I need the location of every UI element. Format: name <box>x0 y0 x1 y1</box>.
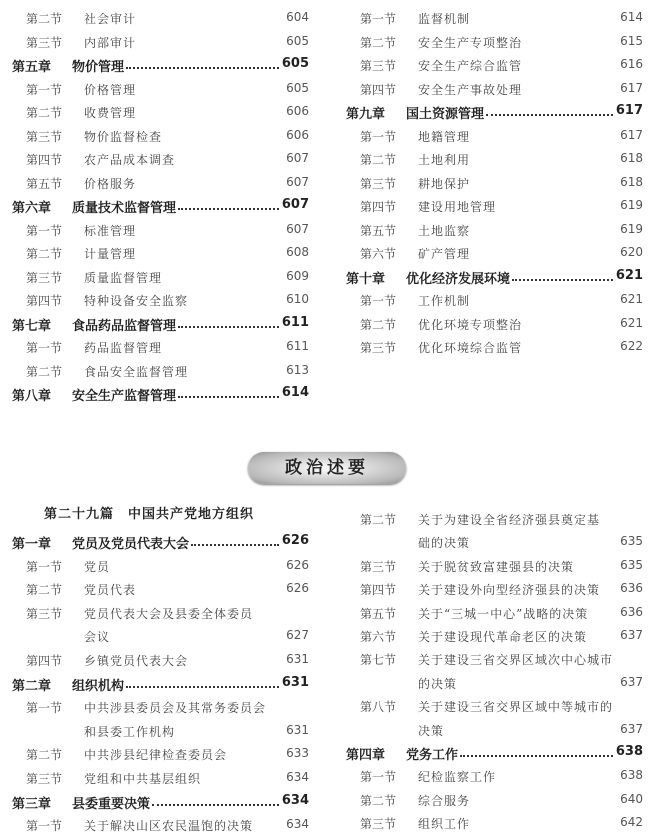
chapter-title: 国土资源管理 <box>406 107 485 122</box>
section-title: 综合服务 <box>418 793 471 808</box>
leader-dots <box>191 544 279 546</box>
section-title: 质量监督管理 <box>84 270 163 285</box>
chapter-number: 第二章 <box>12 678 52 694</box>
toc-section-entry[interactable] <box>12 32 309 52</box>
section-title: 建设用地管理 <box>418 200 497 214</box>
toc-section-entry[interactable] <box>12 603 309 623</box>
toc-section-continuation[interactable] <box>346 673 643 693</box>
section-number: 第七节 <box>360 653 397 668</box>
toc-section-entry[interactable] <box>346 8 643 28</box>
chapter-title: 党员及党员代表大会 <box>72 537 190 552</box>
page-number: 634 <box>286 770 309 784</box>
section-title: 党员代表大会及县委全体委员 <box>84 606 254 621</box>
leader-dots <box>512 279 613 281</box>
toc-section-entry[interactable] <box>346 314 643 334</box>
page-number: 605 <box>286 33 309 48</box>
toc-section-entry[interactable] <box>346 290 643 310</box>
toc-section-entry[interactable] <box>346 813 643 833</box>
section-number: 第一节 <box>360 12 397 26</box>
toc-chapter-entry[interactable] <box>346 102 643 122</box>
banner-title: 政治述要 <box>285 458 369 478</box>
page-number: 606 <box>286 127 309 142</box>
section-number: 第三节 <box>360 817 397 832</box>
chapter-title: 安全生产监督管理 <box>72 389 177 404</box>
section-number: 第三节 <box>360 341 397 355</box>
section-title: 土地监察 <box>418 223 471 238</box>
section-number: 第三节 <box>360 59 397 73</box>
page-number: 606 <box>286 104 309 118</box>
section-number: 第四节 <box>26 153 63 167</box>
chapter-title: 物价管理 <box>72 60 125 75</box>
toc-section-entry[interactable] <box>12 815 309 835</box>
section-title: 工作机制 <box>418 294 471 308</box>
section-number: 第二节 <box>26 247 63 261</box>
toc-section-entry[interactable] <box>12 267 309 287</box>
chapter-title: 县委重要决策 <box>72 796 151 812</box>
toc-section-entry[interactable] <box>346 196 643 216</box>
toc-section-entry[interactable] <box>346 220 643 240</box>
section-number: 第一节 <box>26 559 63 574</box>
section-title: 价格管理 <box>84 82 137 97</box>
section-title: 关于为建设全省经济强县奠定基 <box>418 513 601 527</box>
section-title: 关于解决山区农民温饱的决策 <box>84 819 254 834</box>
section-number: 第四节 <box>26 294 63 308</box>
section-title: 标准管理 <box>84 223 137 238</box>
section-title: 地籍管理 <box>418 129 471 144</box>
toc-section-entry[interactable] <box>12 290 309 310</box>
toc-chapter-entry[interactable] <box>12 55 309 75</box>
toc-section-continuation[interactable] <box>12 626 309 646</box>
section-number: 第六节 <box>360 247 397 261</box>
section-title: 药品监督管理 <box>84 341 163 355</box>
chapter-title: 组织机构 <box>72 678 125 694</box>
section-title: 关于脱贫致富建强县的决策 <box>418 559 575 574</box>
toc-section-entry[interactable] <box>346 603 643 623</box>
toc-section-entry[interactable] <box>12 579 309 599</box>
page-number: 607 <box>286 221 309 236</box>
toc-section-entry[interactable] <box>12 650 309 670</box>
toc-section-entry[interactable] <box>12 697 309 717</box>
toc-section-entry[interactable] <box>346 32 643 52</box>
section-title: 耕地保护 <box>418 176 471 191</box>
leader-dots <box>486 114 613 116</box>
toc-chapter-entry[interactable] <box>12 314 309 334</box>
section-title: 计量管理 <box>84 247 137 261</box>
section-number: 第一节 <box>26 341 63 355</box>
leader-dots <box>152 804 279 806</box>
leader-dots <box>126 686 279 688</box>
section-number: 第一节 <box>360 129 397 144</box>
toc-section-continuation[interactable] <box>346 532 643 552</box>
toc-section-entry[interactable] <box>12 79 309 99</box>
page-number: 618 <box>620 174 643 189</box>
chapter-number: 第四章 <box>346 748 386 763</box>
page-number: 640 <box>620 791 643 806</box>
page-number: 626 <box>286 557 309 572</box>
chapter-title: 食品药品监督管理 <box>72 318 177 334</box>
section-title: 中共涉县纪律检查委员会 <box>84 748 228 763</box>
section-title: 优化环境综合监管 <box>418 341 523 355</box>
page-number: 638 <box>615 744 643 759</box>
section-number: 第三节 <box>360 176 397 191</box>
chapter-number: 第六章 <box>12 201 52 216</box>
page-number: 617 <box>620 80 643 95</box>
section-number: 第八节 <box>360 700 397 715</box>
toc-section-entry[interactable] <box>346 337 643 357</box>
section-number: 第三节 <box>26 772 63 786</box>
section-number: 第一节 <box>360 770 397 785</box>
leader-dots <box>460 755 613 757</box>
page-number: 637 <box>620 674 643 689</box>
section-number: 第二节 <box>26 583 63 598</box>
section-title-continuation: 和县委工作机构 <box>84 724 176 739</box>
section-title: 矿产管理 <box>418 247 471 261</box>
chapter-title: 质量技术监督管理 <box>72 201 177 216</box>
toc-section-entry[interactable] <box>12 337 309 357</box>
toc-section-entry[interactable] <box>12 126 309 146</box>
section-number: 第三节 <box>26 270 63 285</box>
page-number: 604 <box>286 10 309 24</box>
toc-chapter-entry[interactable] <box>12 532 309 552</box>
page-number: 636 <box>620 604 643 619</box>
section-title: 党组和中共基层组织 <box>84 772 202 786</box>
section-title: 社会审计 <box>84 12 137 26</box>
section-number: 第二节 <box>360 317 397 332</box>
toc-chapter-entry[interactable] <box>346 743 643 763</box>
section-number: 第五节 <box>360 606 397 621</box>
page-number: 615 <box>620 33 643 48</box>
page-number: 611 <box>281 314 309 330</box>
section-number: 第二节 <box>360 35 397 50</box>
page-number: 608 <box>286 245 309 259</box>
section-title-continuation: 的决策 <box>418 676 458 691</box>
toc-section-entry[interactable] <box>346 649 643 669</box>
toc-section-entry[interactable] <box>346 556 643 576</box>
section-title-continuation: 决策 <box>418 723 445 738</box>
section-number: 第一节 <box>26 223 63 238</box>
page-number: 621 <box>620 315 643 330</box>
section-number: 第二节 <box>26 106 63 120</box>
section-number: 第四节 <box>26 654 63 668</box>
toc-section-entry[interactable] <box>346 790 643 810</box>
page-number: 621 <box>620 292 643 306</box>
chapter-title: 优化经济发展环境 <box>406 271 511 287</box>
page-number: 613 <box>286 362 309 377</box>
section-title: 关于建设现代革命老区的决策 <box>418 630 588 644</box>
toc-section-entry[interactable] <box>346 126 643 146</box>
page-number: 626 <box>286 581 309 596</box>
chapter-title: 党务工作 <box>406 748 459 763</box>
section-title: 优化环境专项整治 <box>418 317 523 332</box>
page-number: 610 <box>286 292 309 306</box>
toc-section-entry[interactable] <box>346 696 643 716</box>
page-number: 617 <box>620 127 643 142</box>
section-title: 党员代表 <box>84 583 137 598</box>
leader-dots <box>178 396 279 398</box>
section-number: 第一节 <box>26 819 63 834</box>
toc-chapter-entry[interactable] <box>12 196 309 216</box>
page-number: 619 <box>620 198 643 212</box>
chapter-number: 第一章 <box>12 537 52 552</box>
section-title: 内部审计 <box>84 35 137 50</box>
page-number: 614 <box>281 385 309 400</box>
section-number: 第五节 <box>26 176 63 191</box>
page-number: 605 <box>286 80 309 95</box>
section-title: 关于建设外向型经济强县的决策 <box>418 583 601 598</box>
page-number: 605 <box>281 56 309 71</box>
page-number: 609 <box>286 268 309 283</box>
toc-section-entry[interactable] <box>346 626 643 646</box>
section-number: 第三节 <box>360 559 397 574</box>
page-number: 636 <box>620 581 643 596</box>
section-title: 党员 <box>84 559 111 574</box>
section-number: 第四节 <box>360 200 397 214</box>
page-number: 626 <box>281 533 309 548</box>
toc-chapter-entry[interactable] <box>12 792 309 812</box>
section-title: 组织工作 <box>418 817 471 832</box>
section-title: 安全生产专项整治 <box>418 35 523 50</box>
page-number: 614 <box>620 10 643 24</box>
section-title: 关于建设三省交界区域次中心城市 <box>418 653 614 668</box>
toc-section-entry[interactable] <box>346 149 643 169</box>
page-number: 642 <box>620 815 643 830</box>
toc-section-entry[interactable] <box>12 173 309 193</box>
section-number: 第四节 <box>360 82 397 97</box>
toc-section-continuation[interactable] <box>12 721 309 741</box>
section-title: 乡镇党员代表大会 <box>84 654 189 668</box>
page-number: 607 <box>286 174 309 189</box>
toc-section-entry[interactable] <box>12 744 309 764</box>
toc-section-entry[interactable] <box>12 556 309 576</box>
section-banner <box>248 452 406 484</box>
section-number: 第三节 <box>26 35 63 50</box>
section-title: 中共涉县委员会及其常务委员会 <box>84 701 267 716</box>
toc-section-entry[interactable] <box>346 766 643 786</box>
page-number: 638 <box>620 768 643 783</box>
page-number: 631 <box>281 674 309 690</box>
section-number: 第五节 <box>360 223 397 238</box>
page-number: 611 <box>286 339 309 353</box>
page-number: 621 <box>615 267 643 283</box>
leader-dots <box>126 67 279 69</box>
page-number: 637 <box>620 628 643 642</box>
section-number: 第二节 <box>26 364 63 379</box>
section-number: 第六节 <box>360 630 397 644</box>
part-title: 第二十九篇 中国共产党地方组织 <box>44 507 255 522</box>
toc-section-entry[interactable] <box>12 768 309 788</box>
section-title: 安全生产事故处理 <box>418 82 523 97</box>
section-number: 第三节 <box>26 129 63 144</box>
toc-section-entry[interactable] <box>346 243 643 263</box>
page-number: 635 <box>620 534 643 549</box>
section-number: 第二节 <box>26 12 63 26</box>
toc-section-continuation[interactable] <box>346 720 643 740</box>
toc-chapter-entry[interactable] <box>12 674 309 694</box>
chapter-number: 第三章 <box>12 796 52 812</box>
section-title-continuation: 础的决策 <box>418 536 471 551</box>
toc-section-entry[interactable] <box>12 149 309 169</box>
page-number: 618 <box>620 151 643 165</box>
chapter-number: 第九章 <box>346 107 386 122</box>
section-title: 收费管理 <box>84 106 137 120</box>
section-title: 纪检监察工作 <box>418 770 497 785</box>
section-number: 第一节 <box>26 701 63 716</box>
page-number: 635 <box>620 557 643 572</box>
section-title: 价格服务 <box>84 176 137 191</box>
toc-section-entry[interactable] <box>12 361 309 381</box>
toc-section-entry[interactable] <box>12 102 309 122</box>
toc-section-entry[interactable] <box>346 579 643 599</box>
page-number: 631 <box>286 722 309 737</box>
section-title: 安全生产综合监管 <box>418 59 523 73</box>
section-number: 第二节 <box>360 153 397 167</box>
toc-section-entry[interactable] <box>346 173 643 193</box>
section-number: 第四节 <box>360 583 397 598</box>
leader-dots <box>178 208 279 210</box>
section-title: 土地利用 <box>418 153 471 167</box>
page-number: 627 <box>286 628 309 643</box>
page-number: 634 <box>286 817 309 832</box>
section-title: 物价监督检查 <box>84 129 163 144</box>
section-title: 食品安全监督管理 <box>84 364 189 379</box>
page-number: 634 <box>281 792 309 808</box>
toc-chapter-entry[interactable] <box>346 267 643 287</box>
chapter-number: 第七章 <box>12 318 52 334</box>
chapter-number: 第八章 <box>12 389 52 404</box>
section-title: 关于“三城一中心”战略的决策 <box>418 606 589 621</box>
section-number: 第一节 <box>26 82 63 97</box>
section-number: 第一节 <box>360 294 397 308</box>
page-number: 617 <box>615 103 643 118</box>
page-number: 633 <box>286 746 309 761</box>
toc-section-entry[interactable] <box>346 509 643 529</box>
section-number: 第三节 <box>26 606 63 621</box>
section-title: 特种设备安全监察 <box>84 294 189 308</box>
section-title-continuation: 会议 <box>84 630 111 645</box>
toc-section-entry[interactable] <box>12 220 309 240</box>
page-number: 631 <box>286 652 309 666</box>
section-title: 农产品成本调查 <box>84 153 176 167</box>
chapter-number: 第十章 <box>346 271 386 287</box>
section-title: 监督机制 <box>418 12 471 26</box>
leader-dots <box>178 326 279 328</box>
page-number: 619 <box>620 221 643 236</box>
page-number: 620 <box>620 245 643 259</box>
page-number: 607 <box>281 197 309 212</box>
section-title: 关于建设三省交界区域中等城市的 <box>418 700 614 715</box>
toc-section-entry[interactable] <box>12 8 309 28</box>
toc-chapter-entry[interactable] <box>12 384 309 404</box>
page-number: 622 <box>620 339 643 353</box>
section-number: 第二节 <box>26 748 63 763</box>
page-number: 616 <box>620 57 643 71</box>
page-number: 637 <box>620 721 643 736</box>
toc-section-entry[interactable] <box>12 243 309 263</box>
toc-section-entry[interactable] <box>346 79 643 99</box>
toc-section-entry[interactable] <box>346 55 643 75</box>
section-number: 第二节 <box>360 513 397 527</box>
page-number: 607 <box>286 151 309 165</box>
section-number: 第二节 <box>360 793 397 808</box>
chapter-number: 第五章 <box>12 60 52 75</box>
